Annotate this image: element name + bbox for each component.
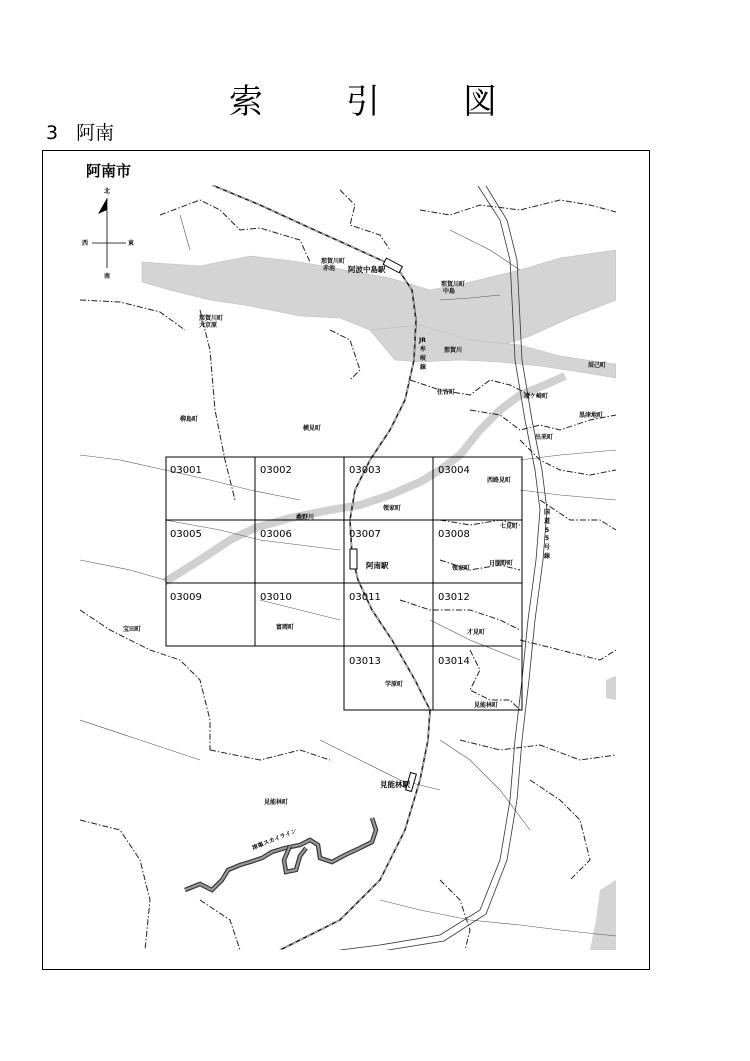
place-label: 那賀川町 — [199, 315, 224, 322]
grid-cell-label: 03014 — [438, 656, 470, 667]
title-char: 引 — [346, 82, 382, 122]
grid-cell-label: 03013 — [349, 656, 381, 667]
compass-west: 西 — [82, 240, 89, 247]
compass — [82, 187, 134, 280]
road-label-char: 号 — [544, 544, 551, 551]
place-label: 学原町 — [385, 681, 404, 688]
place-label: 見能林町 — [474, 702, 499, 709]
grid-cell-label: 03003 — [349, 465, 381, 476]
road-label-char: 道 — [544, 518, 551, 525]
place-label: 見能林町 — [264, 799, 289, 806]
place-label: 那賀川町 — [441, 281, 466, 288]
place-label: 赤池 — [323, 265, 336, 272]
place-label: 出来町 — [535, 434, 554, 441]
rail-label-char: JR — [419, 337, 426, 344]
place-label: 原ケ崎町 — [524, 393, 549, 400]
road-label-char: 5 — [545, 535, 550, 542]
rail-label-char: 線 — [420, 364, 427, 371]
compass-north: 北 — [104, 188, 111, 195]
grid-cell-label: 03012 — [438, 592, 470, 603]
grid-cell-label: 03010 — [260, 592, 292, 603]
place-label: 七見町 — [500, 523, 519, 530]
place-label: 領家町 — [452, 565, 471, 572]
grid-cell-label: 03008 — [438, 529, 470, 540]
skyline-label: 津峯スカイライン — [251, 827, 298, 852]
place-label: 那賀川 — [444, 347, 463, 354]
place-label: 中島 — [443, 288, 456, 295]
station-minobayashi: 見能林駅 — [380, 780, 410, 789]
station-awanakajima-marker — [383, 258, 402, 273]
compass-south: 南 — [104, 273, 111, 280]
city-label: 阿南市 — [86, 162, 132, 180]
rail-label-char: 岐 — [420, 355, 427, 362]
place-label: 桑野川 — [296, 514, 315, 521]
place-label: 富岡町 — [276, 624, 295, 631]
section-number: 3 — [46, 122, 59, 144]
place-labels — [123, 257, 606, 852]
place-label: 柳島町 — [180, 416, 199, 423]
place-label: 西路見町 — [487, 477, 512, 484]
grid-cell-label: 03011 — [349, 592, 381, 603]
grid-cell-label: 03009 — [170, 592, 202, 603]
grid-cell-label: 03002 — [260, 465, 292, 476]
grid-cell-label: 03005 — [170, 529, 202, 540]
grid-cell-labels — [170, 465, 470, 667]
station-anan: 阿南駅 — [366, 561, 389, 570]
road-label-char: 5 — [545, 527, 550, 534]
coast-patch — [606, 676, 616, 700]
title-char: 索 — [229, 82, 265, 122]
tsumine-skyline — [185, 818, 376, 890]
compass-east: 東 — [128, 240, 135, 247]
grid-cell-label: 03001 — [170, 465, 202, 476]
section-name: 阿南 — [76, 122, 115, 144]
place-label: 大京原 — [199, 322, 218, 329]
index-grid[interactable] — [166, 457, 522, 710]
road-label-char: 線 — [544, 553, 551, 560]
place-label: 辰己町 — [588, 362, 607, 369]
place-label: 住吉町 — [437, 389, 456, 396]
road-label-char: 国 — [544, 509, 551, 516]
road-route-label — [543, 508, 550, 560]
title-char: 図 — [463, 82, 499, 122]
place-label: 領家町 — [383, 505, 402, 512]
place-label: 黒津地町 — [579, 412, 604, 419]
coast-patch — [590, 880, 616, 950]
rail-label-char: 牟 — [420, 346, 427, 353]
grid-cell-label: 03006 — [260, 529, 292, 540]
place-label: 横見町 — [303, 425, 322, 432]
station-anan-marker — [350, 549, 357, 569]
place-label: 日開野町 — [489, 560, 514, 567]
map-base — [80, 185, 616, 951]
grid-cell-label: 03007 — [349, 529, 381, 540]
north-arrow-icon — [98, 198, 107, 214]
station-awanakajima: 阿波中島駅 — [348, 265, 386, 274]
place-label: 才見町 — [467, 629, 486, 636]
place-label: 宝田町 — [123, 626, 142, 633]
place-label: 那賀川町 — [321, 258, 346, 265]
grid-cell-label: 03004 — [438, 465, 470, 476]
